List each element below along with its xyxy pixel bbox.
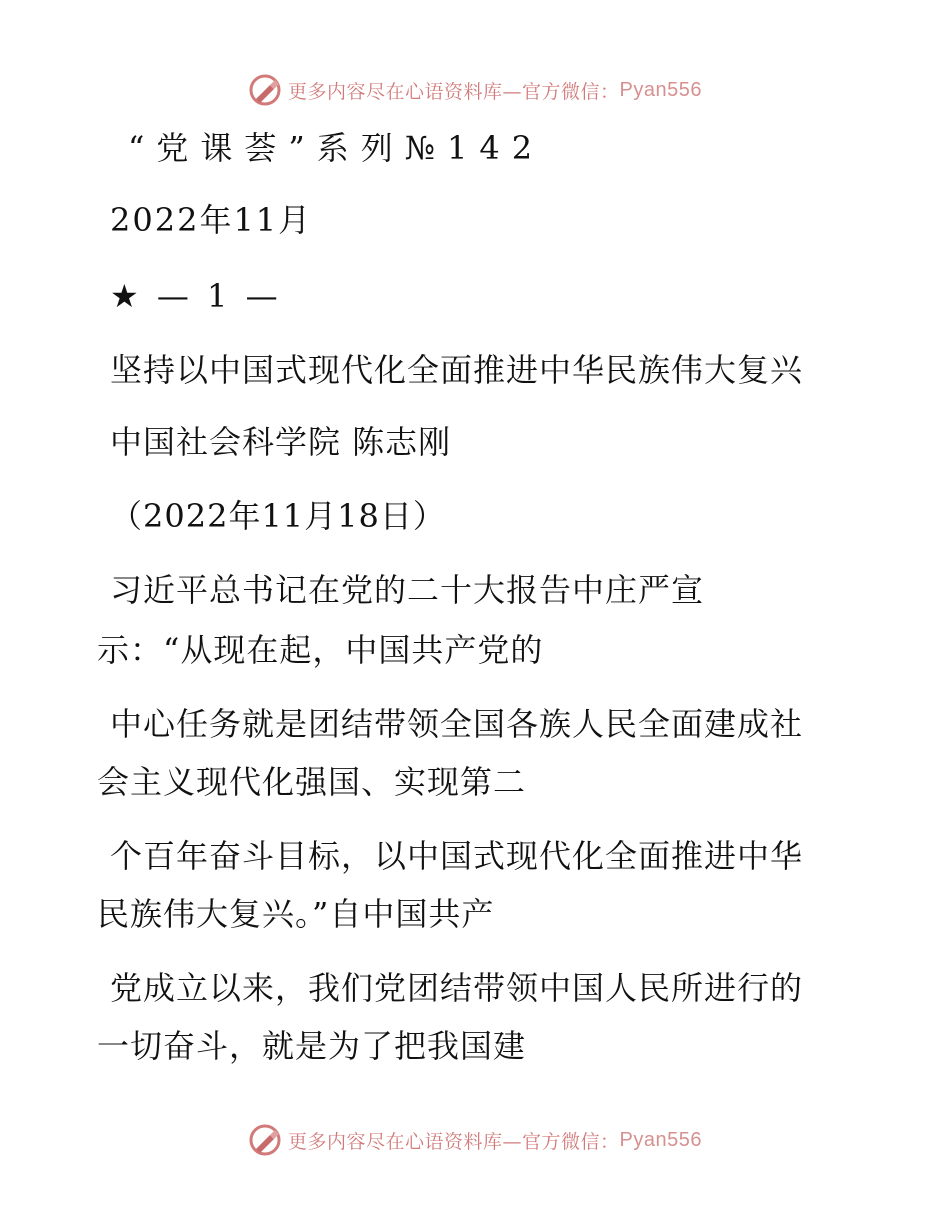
- watermark-header: [0, 70, 950, 110]
- document-date: 2022年11月: [110, 201, 313, 239]
- article-date: （2022年11月18日）: [110, 497, 446, 535]
- body-line: 个百年奋斗目标，以中国式现代化全面推进中华: [110, 837, 804, 875]
- section-marker: ★ — 1 —: [110, 277, 282, 315]
- body-line: 党成立以来，我们党团结带领中国人民所进行的: [110, 969, 804, 1007]
- body-line: 中心任务就是团结带领全国各族人民全面建成社: [110, 705, 804, 743]
- pen-logo-icon: [248, 1123, 282, 1157]
- watermark-footer: [0, 1120, 950, 1160]
- body-line: 示：“从现在起，中国共产党的: [97, 631, 544, 669]
- article-title: 坚持以中国式现代化全面推进中华民族伟大复兴: [110, 351, 804, 389]
- series-title: “党课荟”系列№142: [128, 129, 545, 167]
- body-line: 习近平总书记在党的二十大报告中庄严宣: [110, 571, 705, 609]
- watermark-text: 更多内容尽在心语资料库—官方微信：: [288, 1130, 620, 1153]
- body-line: 一切奋斗，就是为了把我国建: [97, 1027, 527, 1065]
- watermark-id: Pyan556: [619, 1128, 702, 1151]
- body-line: 民族伟大复兴。”自中国共产: [97, 895, 495, 933]
- watermark-id: Pyan556: [619, 78, 702, 101]
- watermark-text: 更多内容尽在心语资料库—官方微信：: [288, 80, 620, 103]
- pen-logo-icon: [248, 73, 282, 107]
- author-line: 中国社会科学院 陈志刚: [110, 423, 452, 461]
- body-line: 会主义现代化强国、实现第二: [97, 763, 527, 801]
